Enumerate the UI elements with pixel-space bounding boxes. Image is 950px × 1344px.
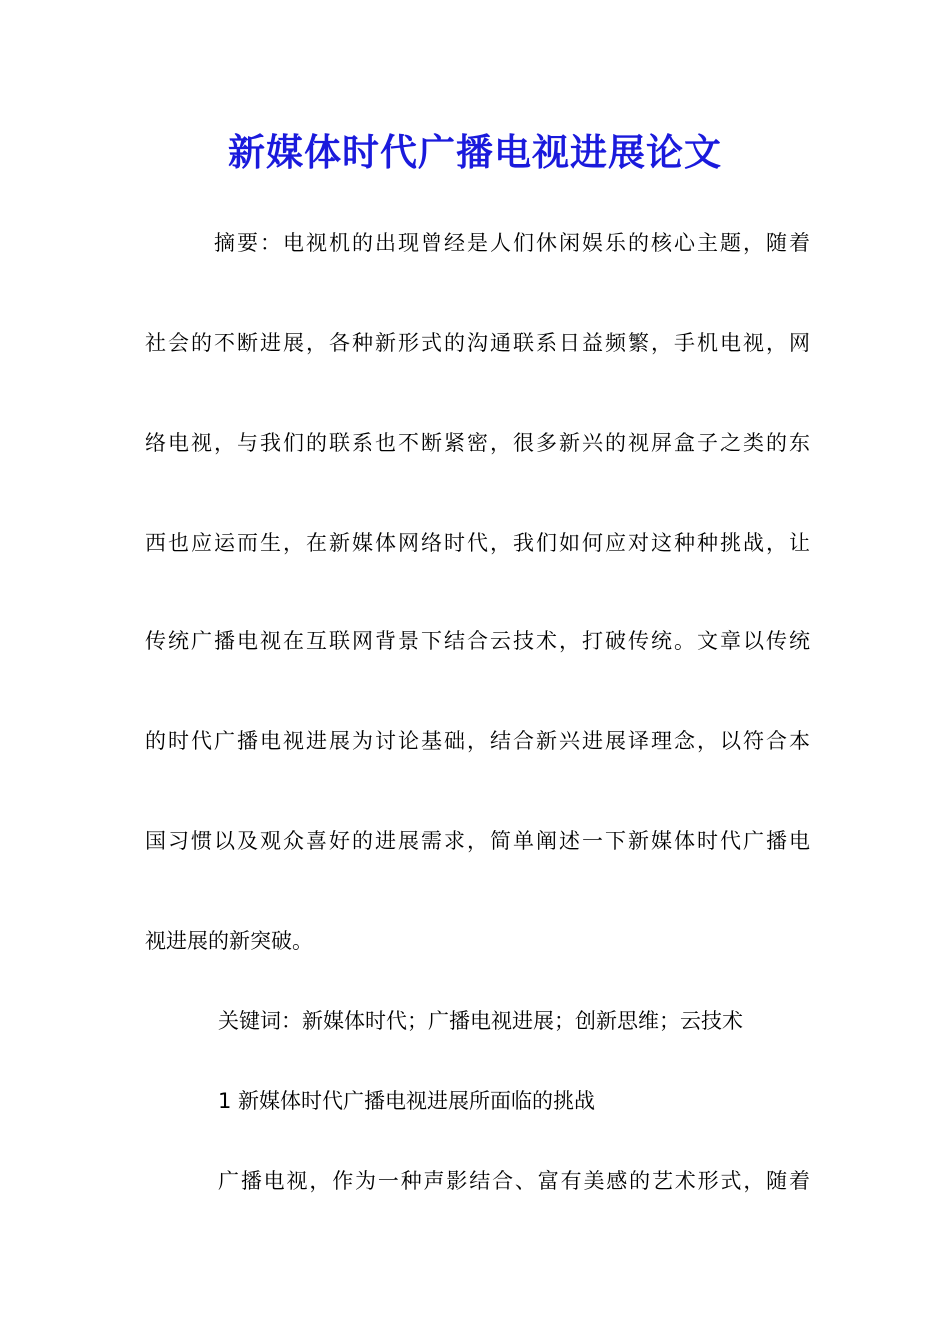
section-heading: 1 新媒体时代广播电视进展所面临的挑战 bbox=[218, 1089, 596, 1113]
abstract-line: 络电视，与我们的联系也不断紧密，很多新兴的视屏盒子之类的东 bbox=[145, 431, 810, 455]
body-paragraph-line: 广播电视，作为一种声影结合、富有美感的艺术形式，随着 bbox=[218, 1169, 810, 1193]
abstract-line: 社会的不断进展，各种新形式的沟通联系日益频繁，手机电视，网 bbox=[145, 331, 810, 355]
document-title: 新媒体时代广播电视进展论文 bbox=[228, 130, 722, 174]
abstract-line: 摘要：电视机的出现曾经是人们休闲娱乐的核心主题，随着 bbox=[214, 231, 810, 255]
abstract-line: 国习惯以及观众喜好的进展需求，简单阐述一下新媒体时代广播电 bbox=[145, 829, 810, 853]
abstract-line: 的时代广播电视进展为讨论基础，结合新兴进展译理念，以符合本 bbox=[145, 729, 810, 753]
keywords-line: 关键词：新媒体时代；广播电视进展；创新思维；云技术 bbox=[218, 1009, 743, 1033]
abstract-line: 视进展的新突破。 bbox=[145, 929, 313, 953]
abstract-line: 传统广播电视在互联网背景下结合云技术，打破传统。文章以传统 bbox=[145, 629, 810, 653]
abstract-line: 西也应运而生，在新媒体网络时代，我们如何应对这种种挑战，让 bbox=[145, 531, 810, 555]
